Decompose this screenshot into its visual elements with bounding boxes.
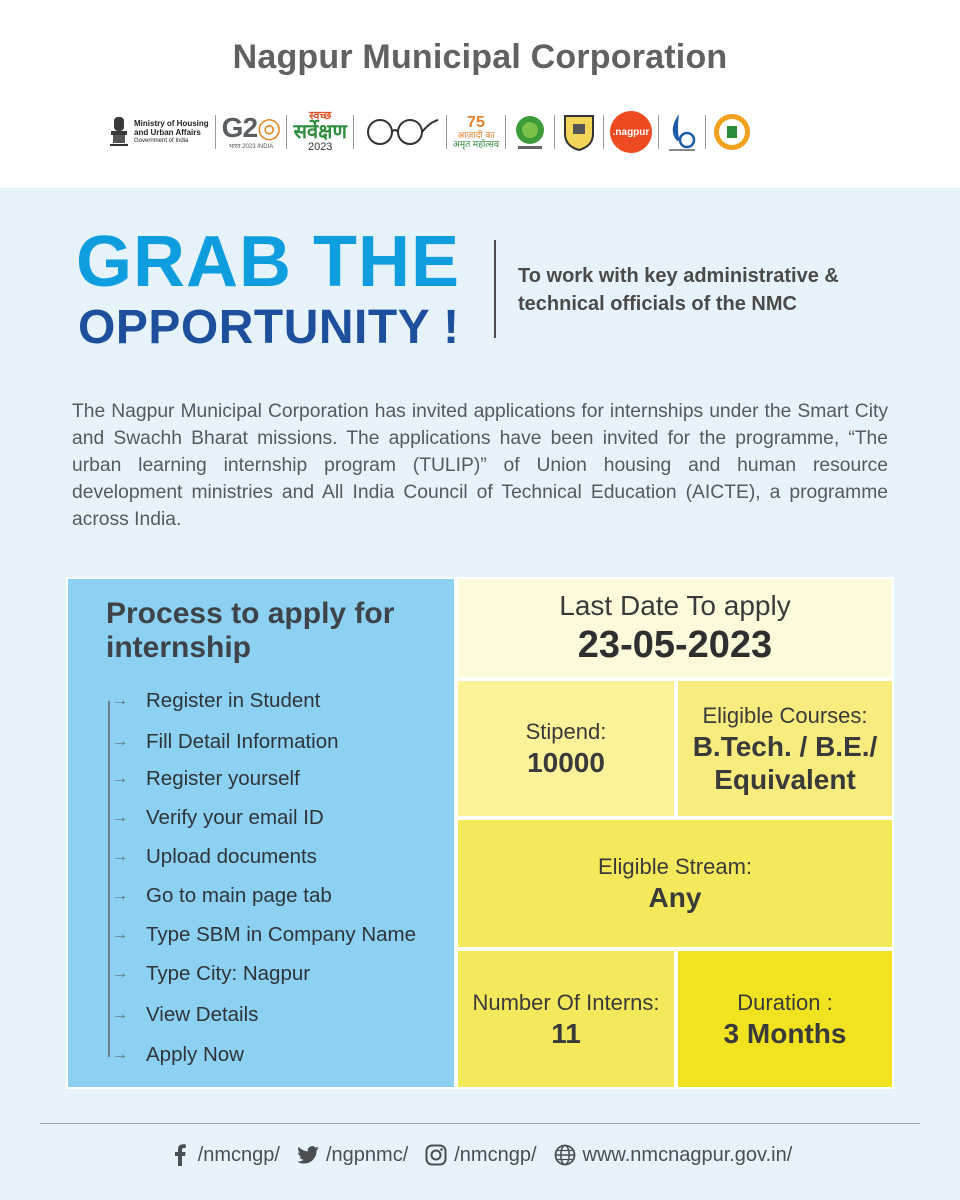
logo-divider <box>446 115 447 149</box>
header-band <box>0 0 960 188</box>
g20-lotus-icon: ◎ <box>257 112 281 143</box>
process-step <box>108 883 332 909</box>
arrow-right-icon: → <box>112 887 128 904</box>
hero-headline: GRAB THE <box>76 222 460 302</box>
globe-icon[interactable] <box>553 1143 577 1167</box>
nagpur-badge: .nagpur <box>610 111 652 153</box>
logo-divider <box>215 115 216 149</box>
footer-divider <box>40 1123 920 1124</box>
last-date-value: 23-05-2023 <box>577 624 773 666</box>
g20-text: G2 <box>221 112 258 143</box>
process-step <box>108 922 416 948</box>
step-text: Register in Student <box>146 689 321 712</box>
duration-label: Duration : <box>737 989 833 1015</box>
ministry-line-3: Government of India <box>134 137 189 144</box>
partner-logos <box>108 108 852 156</box>
process-step <box>108 844 317 870</box>
seal-icon <box>712 112 752 152</box>
logo-divider <box>705 115 706 149</box>
process-step <box>108 805 324 831</box>
step-text: Upload documents <box>146 845 317 868</box>
twitter-icon[interactable] <box>296 1143 320 1167</box>
courses-cell <box>676 679 894 818</box>
stream-cell <box>456 818 894 949</box>
swachh-bharat-logo <box>360 108 440 156</box>
intro-paragraph: The Nagpur Municipal Corporation has invited applications for internships under the Smart City and Swachh Bharat missions. The applications have been invited for the programme, “The urban learning internship program (TULIP)” of Union housing and human resource development ministries and All India Council of Technical Education (AICTE), a programme across India. <box>72 401 888 530</box>
courses-value-line-1: B.Tech. / B.E./ <box>692 730 878 762</box>
step-text: Register yourself <box>146 767 300 790</box>
twitter-handle[interactable]: /ngpnmc/ <box>325 1143 409 1166</box>
step-text: Apply Now <box>146 1043 244 1066</box>
nmc-crest-icon <box>561 112 597 152</box>
facebook-icon[interactable] <box>168 1143 192 1167</box>
process-step <box>108 729 339 755</box>
azadi-text: आज़ादी का <box>457 130 495 140</box>
flame-emblem-icon <box>665 110 699 154</box>
duration-cell <box>676 949 894 1089</box>
logo-divider <box>286 115 287 149</box>
spectacles-icon <box>360 114 440 150</box>
instagram-handle[interactable]: /nmcngp/ <box>454 1143 537 1166</box>
g20-subtitle: भारत 2023 INDIA <box>228 144 274 150</box>
nagpur-brand-logo <box>610 108 652 156</box>
ministry-line-1: Ministry of Housing <box>134 118 209 128</box>
arrow-right-icon: → <box>112 692 128 709</box>
courses-value-line-2: Equivalent <box>714 763 856 795</box>
stream-value: Any <box>648 882 702 913</box>
instagram-icon[interactable] <box>424 1143 448 1167</box>
step-text: Go to main page tab <box>146 884 332 907</box>
azadi-ka-amrit-mahotsav-logo <box>453 108 499 156</box>
logo-divider <box>554 115 555 149</box>
city-mission-logo <box>665 108 699 156</box>
arrow-right-icon: → <box>112 1046 128 1063</box>
step-text: Type SBM in Company Name <box>146 923 417 946</box>
interns-cell <box>456 949 676 1089</box>
process-step <box>108 688 320 714</box>
org-title: Nagpur Municipal Corporation <box>232 38 728 76</box>
hero-divider <box>494 240 496 338</box>
hero-subheadline: OPPORTUNITY ! <box>78 301 460 354</box>
arrow-right-icon: → <box>112 965 128 982</box>
interns-label: Number Of Interns: <box>472 989 660 1015</box>
circular-seal-logo <box>712 108 752 156</box>
logo-divider <box>603 115 604 149</box>
process-title: Process to apply for internship <box>106 597 395 664</box>
stipend-value: 10000 <box>527 747 605 778</box>
step-text: Verify your email ID <box>146 806 324 829</box>
leaf-emblem-icon <box>512 113 548 151</box>
g20-logo <box>222 108 281 156</box>
process-step <box>108 1042 244 1068</box>
step-text: Type City: Nagpur <box>146 962 311 985</box>
social-footer <box>0 1138 960 1172</box>
majhi-vasundhara-logo <box>512 108 548 156</box>
logo-divider <box>505 115 506 149</box>
last-date-cell <box>456 577 894 679</box>
national-emblem-icon <box>108 115 130 149</box>
ministry-line-2: and Urban Affairs <box>134 127 201 137</box>
arrow-right-icon: → <box>112 770 128 787</box>
arrow-right-icon: → <box>112 733 128 750</box>
interns-value: 11 <box>551 1017 581 1049</box>
sv-top-text: स्वच्छ <box>309 110 332 122</box>
logo-divider <box>658 115 659 149</box>
process-step <box>108 766 300 792</box>
last-date-label: Last Date To apply <box>559 590 791 621</box>
step-text: View Details <box>146 1003 259 1026</box>
stream-label: Eligible Stream: <box>597 854 753 879</box>
hero-tagline: To work with key administrative & technical officials of the NMC <box>518 265 839 315</box>
process-step <box>108 961 310 987</box>
arrow-right-icon: → <box>112 1006 128 1023</box>
swachh-survekshan-logo <box>293 108 346 156</box>
arrow-right-icon: → <box>112 848 128 865</box>
process-panel <box>66 577 456 1089</box>
ministry-logo <box>108 108 209 156</box>
process-step <box>108 1002 258 1028</box>
sv-main-text: सर्वेक्षण <box>293 121 347 143</box>
azadi-75: 75 <box>467 114 485 131</box>
logo-divider <box>353 115 354 149</box>
stipend-label: Stipend: <box>525 719 607 744</box>
arrow-right-icon: → <box>112 809 128 826</box>
courses-label: Eligible Courses: <box>702 702 868 728</box>
duration-value: 3 Months <box>723 1017 847 1049</box>
stipend-cell <box>456 679 676 818</box>
facebook-handle[interactable]: /nmcngp/ <box>197 1143 280 1166</box>
arrow-right-icon: → <box>112 926 128 943</box>
amrit-text: अमृत महोत्सव <box>452 139 499 149</box>
nmc-emblem-logo <box>561 108 597 156</box>
sv-year: 2023 <box>307 141 333 153</box>
website-link[interactable]: www.nmcnagpur.gov.in/ <box>582 1143 793 1166</box>
step-text: Fill Detail Information <box>146 730 339 753</box>
